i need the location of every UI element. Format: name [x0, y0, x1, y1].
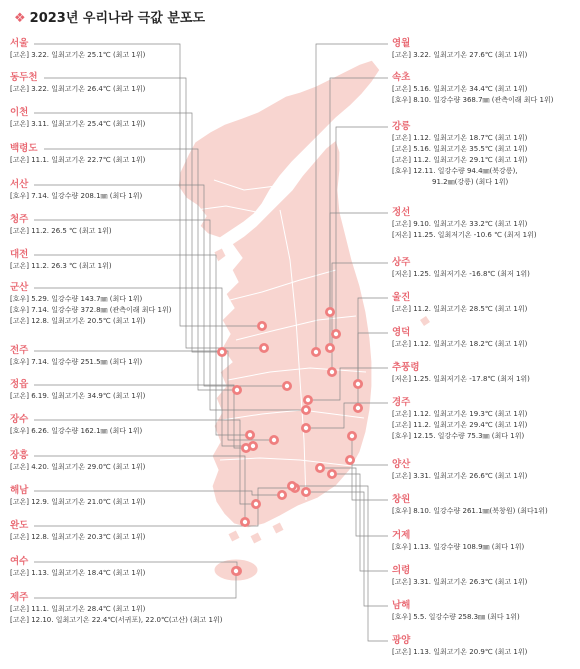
leader-line-right-13 — [311, 492, 388, 606]
station-name: 정읍 — [10, 379, 29, 390]
station-name: 속초 — [392, 72, 411, 83]
station-name: 양산 — [392, 459, 411, 470]
station-name: 강릉 — [392, 121, 411, 132]
record-line: [고온] 11.1. 일최고기온 22.7℃ (최고 1위) — [10, 156, 146, 164]
map-title-text: 2023년 우리나라 극값 분포도 — [29, 11, 205, 26]
title-mark-icon: ❖ — [14, 11, 26, 26]
station-entry-right-10 — [392, 494, 580, 517]
leader-line-right-12 — [337, 474, 388, 571]
record-line: [고온] 5.16. 일최고기온 34.4℃ (최고 1위) — [392, 85, 528, 93]
record-line: [고온] 12.8. 일최고기온 20.3℃ (최고 1위) — [10, 533, 146, 541]
station-name: 장수 — [10, 414, 29, 425]
station-entry-right-6 — [392, 327, 580, 350]
station-entry-left-6 — [10, 249, 190, 272]
record-line: [호우] 1.13. 일강수량 108.9㎜ (최다 1위) — [392, 543, 525, 551]
station-entry-left-4 — [10, 179, 190, 202]
station-marker-right-0 — [311, 347, 321, 357]
station-name: 창원 — [392, 494, 411, 505]
marker-center — [272, 438, 276, 442]
station-marker-left-6 — [245, 430, 255, 440]
station-marker-left-15 — [231, 566, 241, 576]
leader-line-right-14 — [297, 486, 388, 641]
station-marker-left-1 — [259, 343, 269, 353]
station-name: 울진 — [392, 292, 411, 303]
marker-center — [290, 484, 294, 488]
station-name: 대전 — [10, 249, 29, 260]
station-entry-right-9 — [392, 459, 580, 482]
station-entry-left-5 — [10, 214, 190, 237]
station-name: 장흥 — [10, 450, 29, 461]
marker-center — [248, 433, 252, 437]
station-entry-left-10 — [10, 414, 190, 437]
record-line: 91.2㎜(강릉) (최다 1위) — [432, 178, 509, 186]
station-marker-right-8 — [301, 423, 311, 433]
record-line: [고온] 6.19. 일최고기온 34.9℃ (최고 1위) — [10, 392, 146, 400]
record-line: [고온] 3.11. 일최고기온 25.4℃ (최고 1위) — [10, 120, 146, 128]
station-marker-left-4 — [282, 381, 292, 391]
record-line: [고온] 11.2. 일최고기온 28.5℃ (최고 1위) — [392, 305, 528, 313]
marker-center — [328, 310, 332, 314]
marker-center — [314, 350, 318, 354]
marker-center — [334, 332, 338, 336]
record-line: [고온] 3.22. 일최고기온 25.1℃ (최고 1위) — [10, 51, 146, 59]
record-line: [호우] 7.14. 일강수량 251.5㎜ (최다 1위) — [10, 358, 143, 366]
record-line: [고온] 11.1. 일최고기온 28.4℃ (최고 1위) — [10, 605, 146, 613]
record-line: [고온] 12.9. 일최고기온 21.0℃ (최고 1위) — [10, 498, 146, 506]
station-entry-right-5 — [392, 292, 580, 315]
station-entry-right-8 — [392, 397, 580, 442]
station-name: 청주 — [10, 214, 29, 225]
station-name: 전주 — [10, 345, 29, 356]
station-entry-left-8 — [10, 345, 190, 368]
station-entry-left-3 — [10, 143, 190, 166]
record-line: [고온] 1.13. 일최고기온 20.9℃ (최고 1위) — [392, 648, 528, 656]
station-entry-left-0 — [10, 38, 190, 61]
record-line: [호우] 12.15. 일강수량 75.3㎜ (최다 1위) — [392, 432, 525, 440]
station-marker-right-1 — [325, 307, 335, 317]
station-marker-right-13 — [301, 487, 311, 497]
station-entry-left-7 — [10, 282, 190, 327]
station-entry-left-11 — [10, 450, 190, 473]
station-name: 동두천 — [10, 72, 38, 83]
record-line: [호우] 12.11. 일강수량 94.4㎜(북강릉), — [392, 167, 518, 175]
station-entry-right-11 — [392, 530, 580, 553]
station-name: 영월 — [392, 38, 411, 49]
marker-center — [234, 569, 238, 573]
record-line: [저온] 1.25. 일최저기온 -17.8℃ (최저 1위) — [392, 375, 530, 383]
station-name: 여수 — [10, 556, 29, 567]
marker-center — [220, 350, 224, 354]
marker-center — [254, 502, 258, 506]
marker-center — [318, 466, 322, 470]
record-line: [호우] 7.14. 일강수량 208.1㎜ (최다 1위) — [10, 192, 143, 200]
station-marker-left-2 — [217, 347, 227, 357]
record-line: [호우] 7.14. 일강수량 372.8㎜ (관측이래 최다 1위) — [10, 306, 172, 314]
station-entry-right-2 — [392, 121, 580, 188]
record-line: [고온] 1.13. 일최고기온 18.4℃ (최고 1위) — [10, 569, 146, 577]
station-name: 상주 — [392, 257, 411, 268]
station-entry-left-14 — [10, 556, 190, 579]
marker-center — [251, 444, 255, 448]
station-marker-left-11 — [240, 517, 250, 527]
record-line: [고온] 11.2. 일최고기온 29.1℃ (최고 1위) — [392, 156, 528, 164]
station-marker-right-5 — [353, 379, 363, 389]
record-line: [호우] 6.26. 일강수량 162.1㎜ (최다 1위) — [10, 427, 143, 435]
record-line: [고온] 3.22. 일최고기온 27.6℃ (최고 1위) — [392, 51, 528, 59]
station-marker-right-7 — [303, 395, 313, 405]
marker-center — [330, 370, 334, 374]
record-line: [고온] 4.20. 일최고기온 29.0℃ (최고 1위) — [10, 463, 146, 471]
station-entry-left-15 — [10, 592, 223, 626]
marker-center — [356, 406, 360, 410]
station-name: 완도 — [10, 520, 29, 531]
station-name: 해남 — [10, 485, 29, 496]
station-name: 제주 — [10, 592, 29, 603]
record-line: [저온] 11.25. 일최저기온 -10.6 ℃ (최저 1위) — [392, 231, 537, 239]
station-entry-left-13 — [10, 520, 190, 543]
ulleung-island — [420, 316, 430, 326]
station-name: 백령도 — [10, 143, 38, 154]
station-marker-right-2 — [331, 329, 341, 339]
station-marker-right-10 — [345, 455, 355, 465]
station-name: 남해 — [392, 600, 411, 611]
marker-center — [243, 520, 247, 524]
leader-line-right-10 — [352, 460, 388, 500]
record-line: [고온] 9.10. 일최고기온 33.2℃ (최고 1위) — [392, 220, 528, 228]
station-name: 이천 — [10, 107, 29, 118]
marker-center — [328, 346, 332, 350]
station-name: 군산 — [10, 282, 29, 293]
station-entry-left-1 — [10, 72, 190, 95]
station-marker-left-5 — [301, 405, 311, 415]
marker-center — [285, 384, 289, 388]
station-entry-right-1 — [392, 72, 580, 106]
record-line: [고온] 12.10. 일최고기온 22.4℃(서귀포), 22.0℃(고산) (최고 1위) — [10, 616, 223, 624]
station-marker-right-4 — [327, 367, 337, 377]
station-marker-right-6 — [353, 403, 363, 413]
station-marker-left-12 — [277, 490, 287, 500]
station-marker-right-11 — [315, 463, 325, 473]
marker-center — [262, 346, 266, 350]
record-line: [고온] 3.31. 일최고기온 26.3℃ (최고 1위) — [392, 578, 528, 586]
station-name: 추풍령 — [392, 362, 420, 373]
station-marker-right-14 — [287, 481, 297, 491]
station-entry-right-13 — [392, 600, 580, 623]
station-marker-left-3 — [232, 385, 242, 395]
record-line: [고온] 11.2. 일최고기온 29.4℃ (최고 1위) — [392, 421, 528, 429]
marker-center — [348, 458, 352, 462]
marker-center — [304, 490, 308, 494]
station-name: 의령 — [392, 565, 411, 576]
station-marker-left-8 — [269, 435, 279, 445]
station-name: 서산 — [10, 179, 29, 190]
station-marker-left-10 — [251, 499, 261, 509]
record-line: [호우] 8.10. 일강수량 368.7㎜ (관측이래 최다 1위) — [392, 96, 554, 104]
station-name: 영덕 — [392, 327, 411, 338]
record-line: [고온] 12.8. 일최고기온 20.5℃ (최고 1위) — [10, 317, 146, 325]
record-line: [고온] 3.31. 일최고기온 26.6℃ (최고 1위) — [392, 472, 528, 480]
marker-center — [356, 382, 360, 386]
record-line: [고온] 11.2. 26.3 ℃ (최고 1위) — [10, 262, 112, 270]
station-name: 경주 — [392, 397, 411, 408]
station-entry-right-4 — [392, 257, 580, 280]
record-line: [고온] 5.16. 일최고기온 35.5℃ (최고 1위) — [392, 145, 528, 153]
marker-center — [280, 493, 284, 497]
marker-center — [235, 388, 239, 392]
marker-center — [304, 426, 308, 430]
station-entry-left-9 — [10, 379, 190, 402]
marker-center — [306, 398, 310, 402]
station-marker-left-0 — [257, 321, 267, 331]
record-line: [고온] 11.2. 26.5 ℃ (최고 1위) — [10, 227, 112, 235]
record-line: [고온] 1.12. 일최고기온 18.2℃ (최고 1위) — [392, 340, 528, 348]
station-marker-right-12 — [327, 469, 337, 479]
station-entry-right-0 — [392, 38, 580, 61]
record-line: [고온] 1.12. 일최고기온 18.7℃ (최고 1위) — [392, 134, 528, 142]
station-name: 서울 — [10, 38, 29, 49]
station-marker-left-9 — [241, 443, 251, 453]
record-line: [호우] 5.5. 일강수량 258.3㎜ (최다 1위) — [392, 613, 520, 621]
station-entry-left-12 — [10, 485, 190, 508]
record-line: [고온] 3.22. 일최고기온 26.4℃ (최고 1위) — [10, 85, 146, 93]
station-marker-right-3 — [325, 343, 335, 353]
station-entry-right-3 — [392, 207, 580, 241]
record-line: [호우] 5.29. 일강수량 143.7㎜ (최다 1위) — [10, 295, 143, 303]
station-marker-right-9 — [347, 431, 357, 441]
station-entry-right-14 — [392, 635, 580, 658]
marker-center — [244, 446, 248, 450]
marker-center — [330, 472, 334, 476]
station-entry-right-12 — [392, 565, 580, 588]
record-line: [저온] 1.25. 일최저기온 -16.8℃ (최저 1위) — [392, 270, 530, 278]
marker-center — [304, 408, 308, 412]
station-entry-left-2 — [10, 107, 190, 130]
station-name: 정선 — [392, 207, 411, 218]
station-name: 거제 — [392, 530, 411, 541]
station-entry-right-7 — [392, 362, 580, 385]
record-line: [호우] 8.10. 일강수량 261.1㎜(북창원) (최다1위) — [392, 507, 548, 515]
marker-center — [260, 324, 264, 328]
record-line: [고온] 1.12. 일최고기온 19.3℃ (최고 1위) — [392, 410, 528, 418]
station-name: 광양 — [392, 635, 411, 646]
marker-center — [350, 434, 354, 438]
